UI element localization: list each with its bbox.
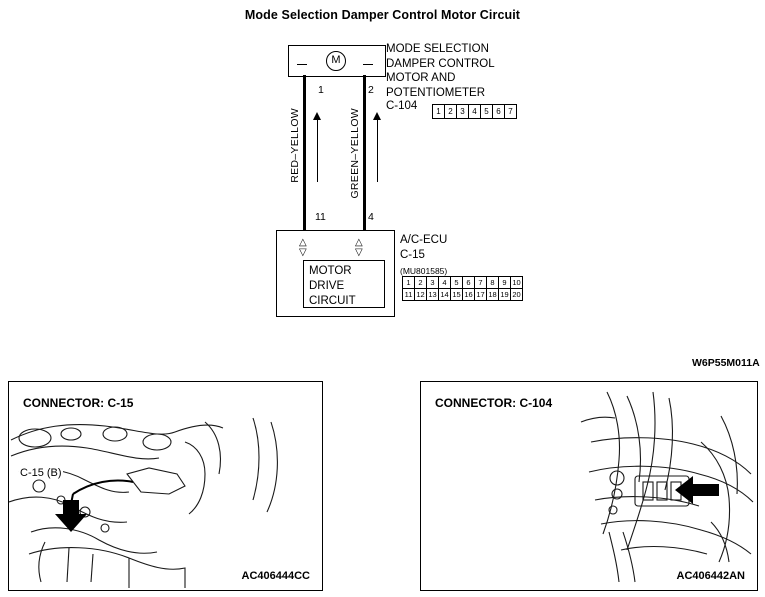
diode-triangle-up-right: △: [355, 237, 363, 248]
motor-connector-id: C-104: [386, 100, 418, 112]
pin-cell: 3: [427, 277, 439, 288]
wire-label-green-yellow: GREEN–YELLOW: [349, 108, 361, 199]
ecu-name: A/C-ECU: [400, 234, 448, 246]
pin-cell: 20: [512, 290, 521, 299]
pin-cell: 10: [512, 278, 521, 287]
pin-cell: 7: [475, 277, 487, 288]
pin-cell: 18: [487, 289, 499, 300]
wire-bottom-pin-number: 11: [315, 211, 326, 223]
panel-sublabel-c15: C-15 (B): [20, 467, 62, 479]
diagram-code: W6P55M011A: [692, 357, 760, 369]
signal-arrow-head-right: [373, 112, 381, 120]
pin-cell: 2: [415, 277, 427, 288]
pin-row-top: [403, 277, 522, 289]
pin-cell: 6: [463, 277, 475, 288]
signal-arrow-stem-left: [317, 120, 318, 182]
ecu-part-number: (MU801585): [400, 266, 448, 276]
motor-drive-line-1: MOTOR: [309, 265, 352, 277]
wire-bottom-pin-number: 4: [368, 211, 374, 223]
motor-coil-lead-left: [297, 64, 307, 65]
c15-location-illustration: [9, 382, 322, 590]
motor-drive-line-3: CIRCUIT: [309, 295, 356, 307]
pin-cell: 16: [463, 289, 475, 300]
pin-cell: 3: [457, 105, 469, 118]
motor-label-line-3: MOTOR AND: [386, 72, 456, 85]
motor-label-line-4: POTENTIOMETER: [386, 86, 486, 99]
diode-triangle-up-left: △: [299, 237, 307, 248]
pin-row-bottom: [403, 289, 522, 300]
ecu-label: [400, 233, 447, 262]
motor-icon: M: [326, 51, 346, 71]
pin-cell: 15: [451, 289, 463, 300]
pin-cell: 4: [469, 105, 481, 118]
c104-location-illustration: [421, 382, 757, 590]
pin-cell: 4: [439, 277, 451, 288]
wire-red-yellow: [303, 75, 306, 230]
connector-photo-panel-c15: [8, 381, 323, 591]
diode-triangle-down-left: ▽: [299, 247, 307, 258]
motor-drive-circuit-box: [303, 260, 385, 308]
page-title: Mode Selection Damper Control Motor Circuit: [244, 8, 521, 22]
motor-label-line-2: DAMPER CONTROL: [386, 57, 495, 70]
pin-cell: 7: [508, 107, 513, 116]
panel-title-c15: CONNECTOR: C-15: [23, 396, 134, 410]
panel-code-c15: AC406444CC: [241, 570, 310, 582]
pin-cell: 8: [487, 277, 499, 288]
pin-cell: 1: [403, 277, 415, 288]
pin-cell: 19: [499, 289, 511, 300]
diode-triangle-down-right: ▽: [355, 247, 363, 258]
wire-label-red-yellow: RED–YELLOW: [289, 108, 301, 183]
pin-cell: 14: [439, 289, 451, 300]
pin-cell: 12: [415, 289, 427, 300]
panel-title-c104: CONNECTOR: C-104: [435, 396, 553, 410]
pin-cell: 6: [493, 105, 505, 118]
motor-label: [386, 42, 566, 100]
wire-green-yellow: [363, 75, 366, 230]
pin-cell: 13: [427, 289, 439, 300]
signal-arrow-head-left: [313, 112, 321, 120]
connector-c15-pin-grid: [402, 276, 523, 301]
connector-c104-pin-strip: [432, 104, 517, 119]
pin-cell: 9: [499, 277, 511, 288]
motor-label-line-1: MODE SELECTION: [386, 43, 489, 55]
pin-cell: 1: [433, 105, 445, 118]
pin-cell: 11: [403, 289, 415, 300]
pin-cell: 5: [451, 277, 463, 288]
signal-arrow-stem-right: [377, 120, 378, 182]
connector-photo-panel-c104: [420, 381, 758, 591]
motor-coil-lead-right: [363, 64, 373, 65]
wire-top-pin-number: 1: [318, 84, 324, 96]
wire-top-pin-number: 2: [368, 84, 374, 96]
pin-cell: 17: [475, 289, 487, 300]
motor-drive-line-2: DRIVE: [309, 280, 345, 292]
panel-code-c104: AC406442AN: [676, 570, 745, 582]
pin-cell: 5: [481, 105, 493, 118]
ecu-connector-id: C-15: [400, 248, 425, 261]
pin-cell: 2: [445, 105, 457, 118]
